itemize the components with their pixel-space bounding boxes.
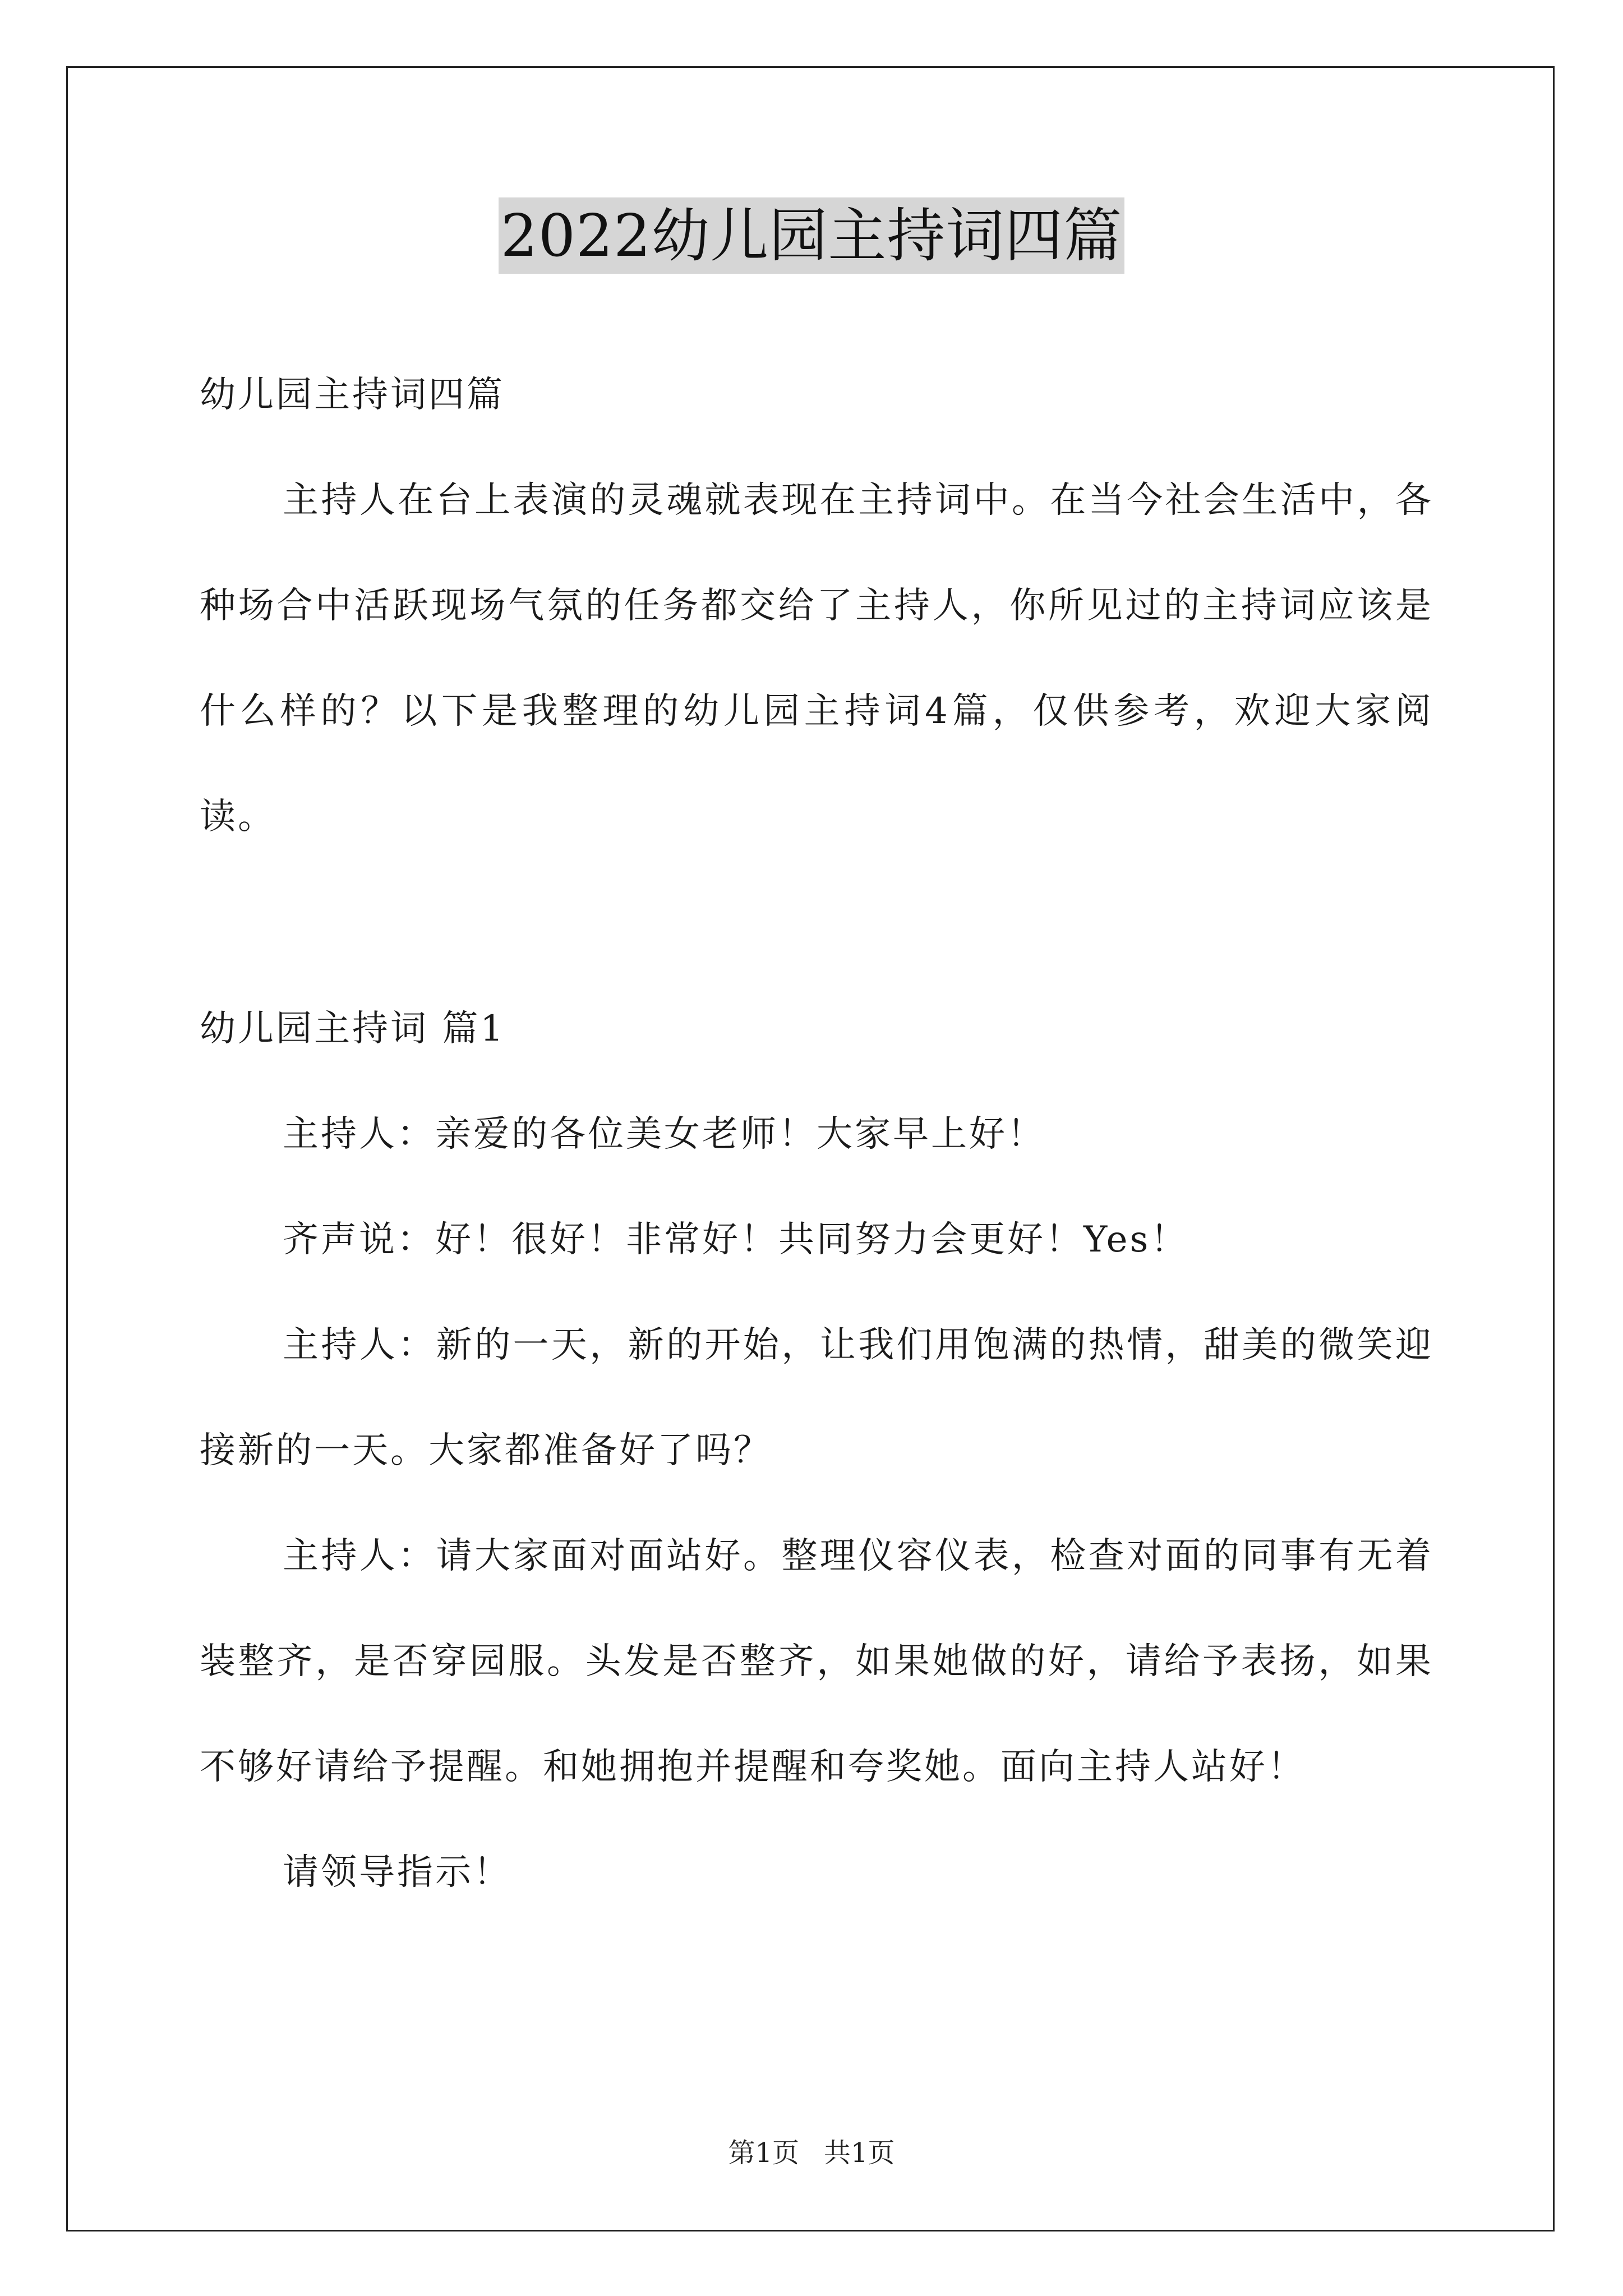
- section-heading: 幼儿园主持词 篇1: [200, 1008, 506, 1050]
- document-body: [200, 342, 1433, 1925]
- page-footer: [0, 2136, 1623, 2170]
- intro-paragraph: 主持人在台上表演的灵魂就表现在主持词中。在当今社会生活中，各种场合中活跃现场气氛的任务都交给了主持人，你所见过的主持词应该是什么样的？以下是我整理的幼儿园主持词4篇，仅供参考，欢迎大家阅读。: [200, 480, 1433, 838]
- body-paragraph: 主持人：请大家面对面站好。整理仪容仪表，检查对面的同事有无着装整齐，是否穿园服。头发是否整齐，如果她做的好，请给予表扬，如果不够好请给予提醒。和她拥抱并提醒和夸奖她。面向主持人站好！: [200, 1535, 1433, 1788]
- body-paragraph: 请领导指示！: [283, 1852, 511, 1893]
- page-number: 第1页: [728, 2137, 799, 2169]
- section-spacer: [200, 869, 1433, 976]
- page-total: 共1页: [824, 2137, 895, 2169]
- body-paragraph: 齐声说：好！很好！非常好！共同努力会更好！Yes！: [283, 1219, 1189, 1260]
- document-title: 2022幼儿园主持词四篇: [499, 197, 1125, 274]
- body-paragraph: 主持人：亲爱的各位美女老师！大家早上好！: [283, 1114, 1045, 1155]
- body-paragraph: 主持人：新的一天，新的开始，让我们用饱满的热情，甜美的微笑迎接新的一天。大家都准备好了吗？: [200, 1324, 1433, 1471]
- subtitle: 幼儿园主持词四篇: [200, 374, 505, 416]
- title-container: [0, 197, 1623, 274]
